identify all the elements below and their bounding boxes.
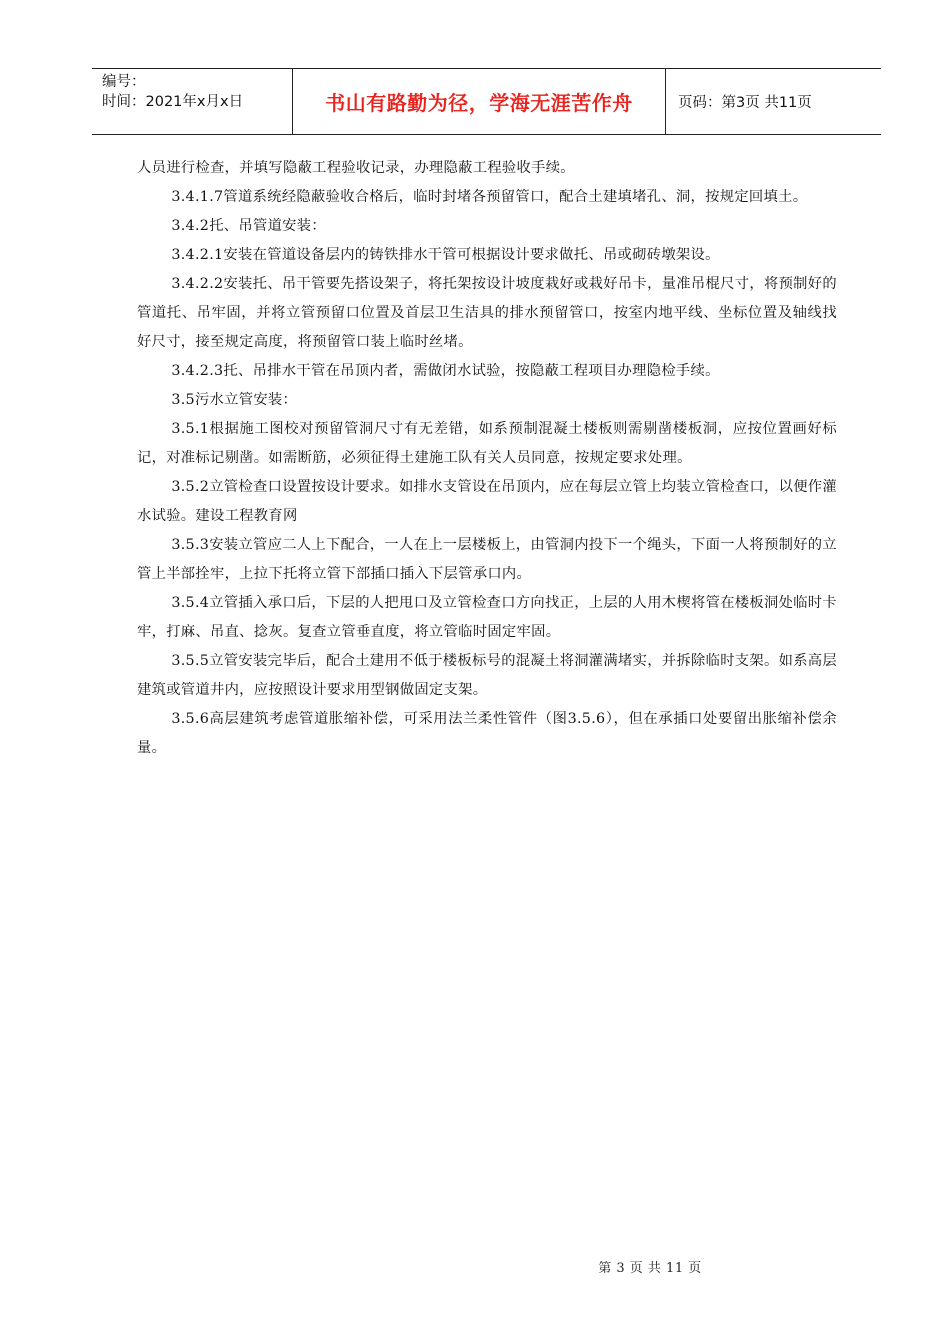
paragraph-3-5-2: 3.5.2立管检查口设置按设计要求。如排水支管设在吊顶内，应在每层立管上均装立管检查口，以便作灌水试验。建设工程教育网 — [137, 479, 837, 524]
page-header — [92, 68, 881, 135]
header-meta — [92, 69, 293, 134]
paragraph-3-5-5: 3.5.5立管安装完毕后，配合土建用不低于楼板标号的混凝土将洞灌满堵实，并拆除临时支架。如系高层建筑或管道井内，应按照设计要求用型钢做固定支架。 — [137, 653, 837, 698]
paragraph-3-4-2-3: 3.4.2.3托、吊排水干管在吊顶内者，需做闭水试验，按隐蔽工程项目办理隐检手续。 — [171, 363, 720, 379]
heading-3-4-2: 3.4.2托、吊管道安装： — [171, 218, 326, 234]
paragraph-continuation: 人员进行检查，并填写隐蔽工程验收记录，办理隐蔽工程验收手续。 — [137, 160, 575, 176]
document-body — [137, 154, 837, 763]
header-page-info: 页码：第3页 共11页 — [678, 95, 812, 111]
paragraph-3-4-1-7: 3.4.1.7管道系统经隐蔽验收合格后，临时封堵各预留管口，配合土建填堵孔、洞，按规定回填土。 — [171, 189, 808, 205]
header-motto: 书山有路勤为径，学海无涯苦作舟 — [293, 69, 666, 134]
page-footer: 第 3 页 共 11 页 — [598, 1261, 702, 1276]
paragraph-3-4-2-2: 3.4.2.2安装托、吊干管要先搭设架子，将托架按设计坡度栽好或栽好吊卡，量准吊棍尺寸，将预制好的管道托、吊牢固，并将立管预留口位置及首层卫生洁具的排水预留管口，按室内地平线、坐标位置及轴线找好尺寸，接至规定高度，将预留管口装上临时丝堵。 — [137, 276, 837, 350]
paragraph-3-5-1: 3.5.1根据施工图校对预留管洞尺寸有无差错，如系预制混凝土楼板则需剔凿楼板洞，应按位置画好标记，对准标记剔凿。如需断筋，必须征得土建施工队有关人员同意，按规定要求处理。 — [137, 421, 837, 466]
paragraph-3-4-2-1: 3.4.2.1安装在管道设备层内的铸铁排水干管可根据设计要求做托、吊或砌砖墩架设。 — [171, 247, 720, 263]
document-number-label: 编号： — [102, 74, 146, 90]
document-time-label: 时间：2021年x月x日 — [102, 94, 244, 110]
heading-3-5: 3.5污水立管安装： — [171, 392, 298, 408]
paragraph-3-5-4: 3.5.4立管插入承口后，下层的人把甩口及立管检查口方向找正，上层的人用木楔将管在楼板洞处临时卡牢，打麻、吊直、捻灰。复查立管垂直度，将立管临时固定牢固。 — [137, 595, 837, 640]
paragraph-3-5-6: 3.5.6高层建筑考虑管道胀缩补偿，可采用法兰柔性管件（图3.5.6），但在承插口处要留出胀缩补偿余量。 — [137, 711, 837, 756]
paragraph-3-5-3: 3.5.3安装立管应二人上下配合，一人在上一层楼板上，由管洞内投下一个绳头，下面一人将预制好的立管上半部拴牢，上拉下托将立管下部插口插入下层管承口内。 — [137, 537, 837, 582]
